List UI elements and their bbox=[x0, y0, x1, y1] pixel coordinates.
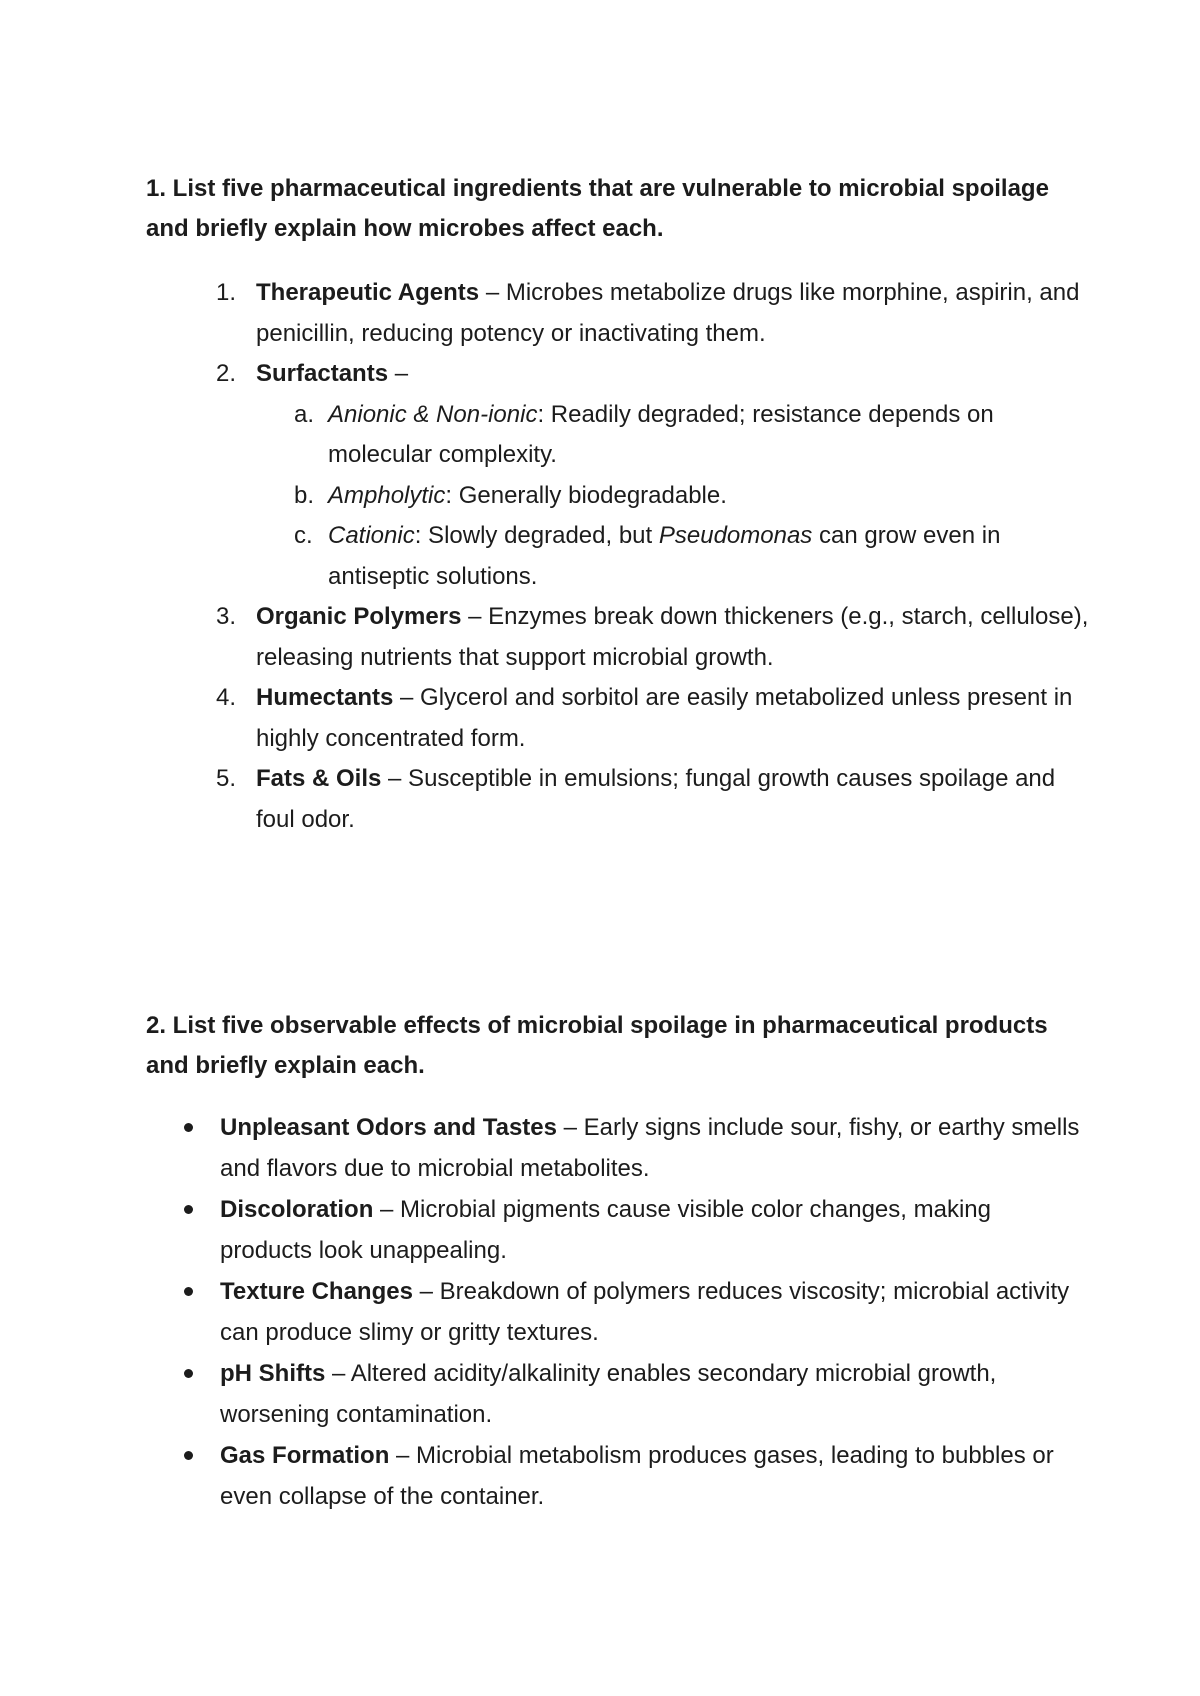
surfactant-sublist bbox=[294, 395, 1096, 598]
sublist-item bbox=[294, 476, 1096, 517]
surfactant-type: Anionic & Non-ionic bbox=[328, 400, 538, 428]
ingredient-description: – bbox=[388, 360, 409, 387]
question-2-title: 2. List five observable effects of microbial spoilage in pharmaceutical products and briefly explain each. bbox=[146, 1012, 1048, 1079]
list-item bbox=[180, 1107, 1080, 1189]
list-number: 4. bbox=[216, 684, 237, 711]
effect-term: pH Shifts bbox=[220, 1360, 326, 1387]
list-number: 3. bbox=[216, 603, 237, 630]
bullet-icon bbox=[184, 1451, 193, 1460]
list-item bbox=[216, 597, 1096, 678]
effect-description: – Early signs include sour, fishy, or earthy smells and flavors due to microbial metabolites. bbox=[220, 1114, 1080, 1182]
surfactant-description: : Generally biodegradable. bbox=[445, 481, 727, 509]
surfactant-description-end: can grow even in antiseptic solutions. bbox=[328, 522, 1001, 590]
effect-description: – Breakdown of polymers reduces viscosity; microbial activity can produce slimy or gritty textures. bbox=[220, 1278, 1070, 1346]
effect-description: – Microbial pigments cause visible color changes, making products look unappealing. bbox=[220, 1196, 991, 1264]
ingredient-description: – Microbes metabolize drugs like morphine, aspirin, and penicillin, reducing potency or inactivating them. bbox=[256, 279, 1080, 347]
list-item bbox=[180, 1353, 1080, 1435]
list-item bbox=[216, 759, 1096, 840]
question-1-title: 1. List five pharmaceutical ingredients that are vulnerable to microbial spoilage and briefly explain how microbes affect each. bbox=[146, 175, 1049, 242]
list-number: 2. bbox=[216, 360, 237, 387]
effect-term: Gas Formation bbox=[220, 1442, 390, 1469]
list-item bbox=[216, 273, 1096, 354]
effect-description: – Microbial metabolism produces gases, leading to bubbles or even collapse of the container. bbox=[220, 1442, 1054, 1510]
effect-description: – Altered acidity/alkalinity enables secondary microbial growth, worsening contamination. bbox=[220, 1360, 997, 1428]
sublist-letter: a. bbox=[294, 400, 315, 428]
bullet-icon bbox=[184, 1287, 193, 1296]
ingredient-term: Fats & Oils bbox=[256, 765, 382, 792]
effect-term: Unpleasant Odors and Tastes bbox=[220, 1114, 557, 1141]
surfactant-description: : Slowly degraded, but bbox=[414, 522, 659, 549]
ingredient-term: Surfactants bbox=[256, 360, 389, 387]
organism-name: Pseudomonas bbox=[658, 522, 813, 549]
bullet-icon bbox=[184, 1369, 193, 1378]
sublist-item bbox=[294, 516, 1096, 597]
surfactant-description: : Readily degraded; resistance depends on molecular complexity. bbox=[328, 400, 994, 468]
sublist-letter: b. bbox=[294, 481, 315, 509]
surfactant-type: Cationic bbox=[328, 522, 415, 549]
sublist-item bbox=[294, 395, 1096, 476]
ingredient-description: – Susceptible in emulsions; fungal growth causes spoilage and foul odor. bbox=[256, 765, 1056, 833]
list-item bbox=[216, 678, 1096, 759]
ingredient-description: – Glycerol and sorbitol are easily metabolized unless present in highly concentrated form. bbox=[256, 684, 1073, 752]
effect-term: Texture Changes bbox=[220, 1278, 413, 1305]
sublist-letter: c. bbox=[294, 522, 313, 549]
list-item bbox=[180, 1435, 1080, 1517]
ingredient-term: Humectants bbox=[256, 684, 394, 711]
effect-term: Discoloration bbox=[220, 1196, 374, 1223]
bullet-icon bbox=[184, 1123, 193, 1132]
list-number: 1. bbox=[216, 279, 237, 306]
surfactant-type: Ampholytic bbox=[328, 481, 446, 509]
ingredient-term: Organic Polymers bbox=[256, 603, 462, 630]
question-2-answer-list bbox=[180, 1107, 1080, 1517]
ingredient-description: – Enzymes break down thickeners (e.g., starch, cellulose), releasing nutrients that support microbial growth. bbox=[256, 603, 1089, 671]
list-item bbox=[180, 1189, 1080, 1271]
ingredient-term: Therapeutic Agents bbox=[256, 279, 480, 306]
list-item bbox=[216, 354, 1096, 597]
list-item bbox=[180, 1271, 1080, 1353]
question-1-answer-list bbox=[216, 273, 1096, 840]
list-number: 5. bbox=[216, 765, 237, 792]
bullet-icon bbox=[184, 1205, 193, 1214]
